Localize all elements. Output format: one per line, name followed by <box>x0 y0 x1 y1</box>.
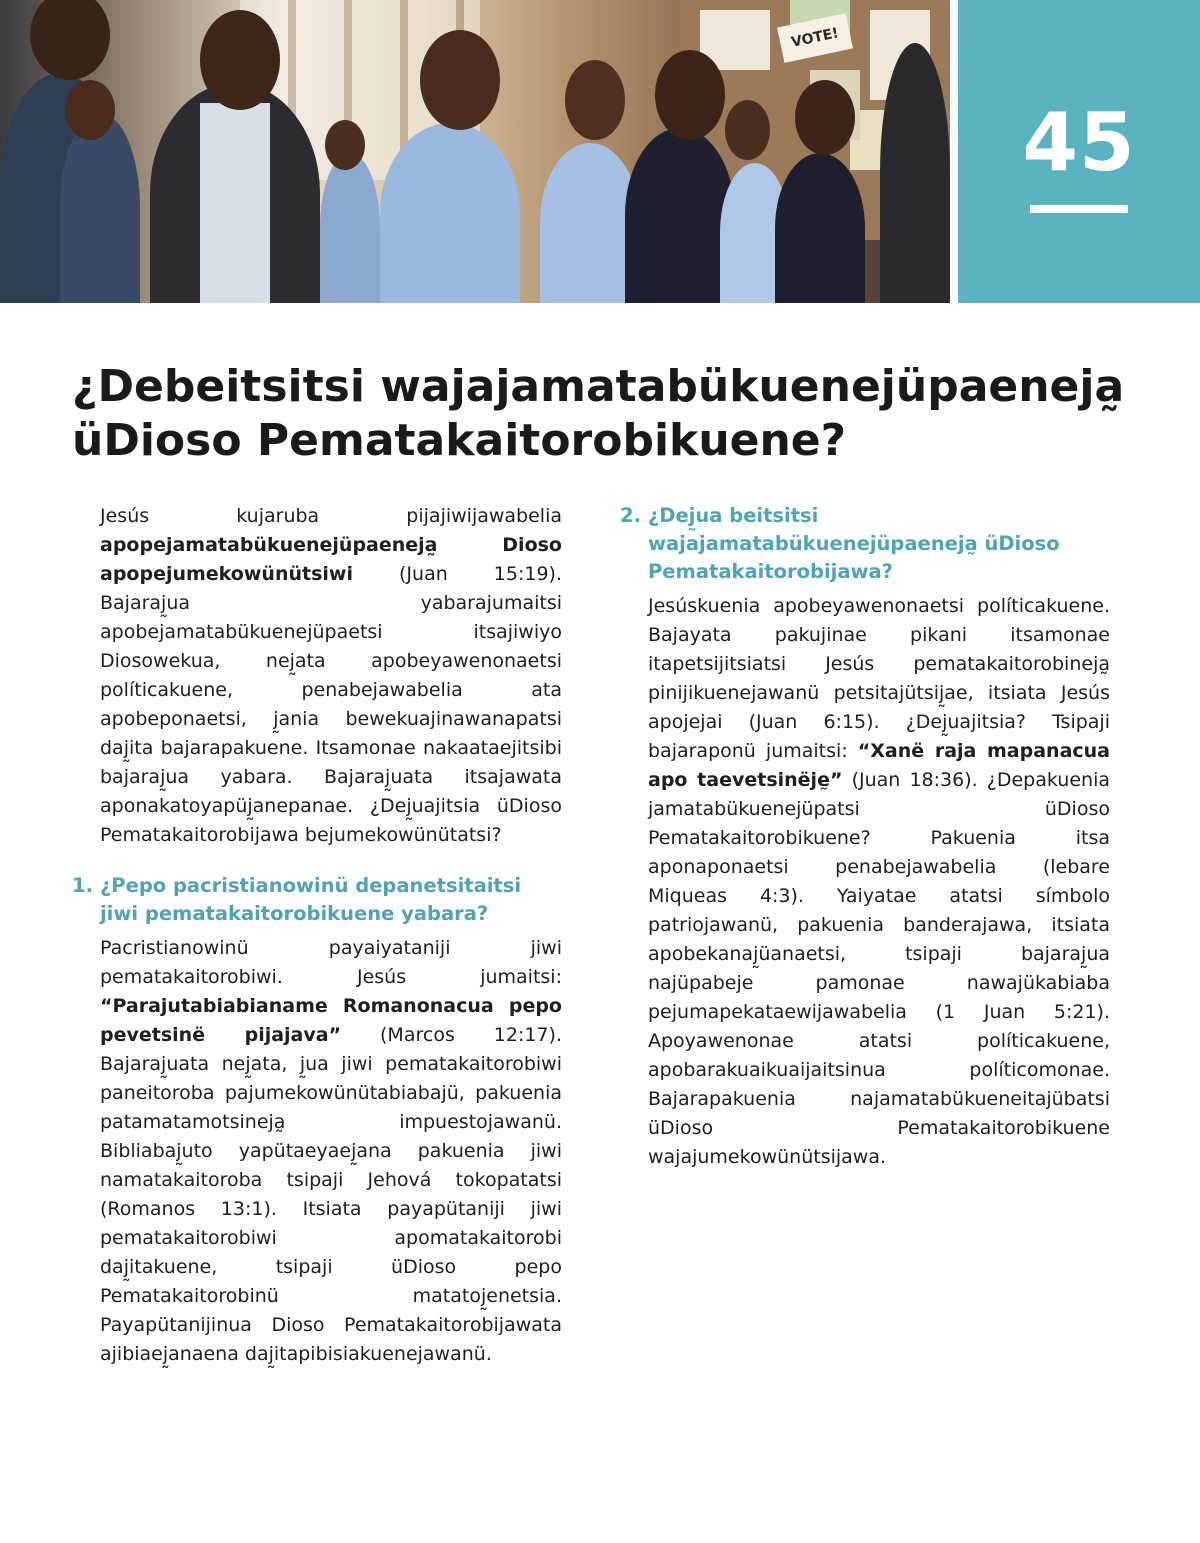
question-1-text: ¿Pepo pacristianowinü depanetsitaitsi jiwi pematakaitorobikuene yabara? <box>100 874 522 925</box>
question-2-number: 2. <box>620 504 641 527</box>
question-2-paragraph: Jesúskuenia apobeyawenonaetsi políticakuene. Bajayata pakujinae pikani itsamonae itapetsijitsiatsi Jesús pematakaitorobineja̰ pinijikuenejawanü petsitajütsij̰ae, itsiata Jesús apojejai (Juan 6:15). ¿Dej̰uajitsia? Tsipaji bajaraponü jumaitsi: “Xanë raja mapanacua apo taevetsinëjḛ” (Juan 18:36). ¿Depakuenia jamatabükuenejüpatsi üDioso Pematakaitorobikuene? Pakuenia itsa aponaponaetsi penabejawabelia (lebare Miqueas 4:3). Yaiyatae atatsi símbolo patriojawanü, pakuenia banderajawa, itsiata apobekanaj̰üanaetsi, tsipaji bajaraj̰ua najüpabeje pamonae nawajükabiaba pejumapekataewijawabelia (1 Juan 5:21). Apoyawenonae atatsi políticakuene, apobarakuaikuaijaitsinua políticomonae. Bajarapakuenia najamatabükueneitajübatsi üDioso Pematakaitorobikuene wajajumekowünütsijawa. <box>648 595 1111 1168</box>
lesson-underline <box>1030 205 1128 213</box>
question-1-number: 1. <box>72 874 93 897</box>
question-1-heading <box>72 872 562 928</box>
hero-photo <box>0 0 950 303</box>
right-column <box>620 502 1110 1194</box>
intro-paragraph: Jesús kujaruba pijajiwijawabelia apopejamatabükuenejüpaeneja̰ Dioso apopejumekowünütsiwi (Juan 15:19). Bajaraj̰ua yabarajumaitsi apobejamatabükuenejüpaetsi itsajiwiyo Diosowekua, nej̰ata apobeyawenonaetsi políticakuene, penabejawabelia ata apobeponaetsi, j̰ania bewekuajinawanapatsi daj̰ita bajarapakuene. Itsamonae nakaataejitsibi bajaraj̰ua yabara. Bajaraj̰uata itsajawata aponakatoyapüj̰anepanae. ¿Dej̰uajitsia üDioso Pematakaitorobijawa bejumekowünütatsi? <box>100 505 562 846</box>
lesson-number: 45 <box>1022 96 1136 189</box>
question-1-paragraph: Pacristianowinü payaiyataniji jiwi pematakaitorobiwi. Jesús jumaitsi: “Parajutabiabianame Romanonacua pepo pevetsinë pijajava” (Marcos 12:17). Bajaraj̰uata nej̰ata, j̰ua jiwi pematakaitorobiwi paneitoroba pajumekowünütabiabajü, pakuenia patamatamotsineja̰ impuestojawanü. Bibliabaj̰uto yapütaeyaej̰ana pakuenia jiwi namatakaitoroba tsipaji Jehová tokopatatsi (Romanos 13:1). Itsiata payapütaniji jiwi pematakaitorobiwi apomatakaitorobi daj̰itakuene, tsipaji üDioso pepo Pematakaitorobinü matatoj̰enetsia. Payapütanijinua Dioso Pematakaitorobijawata ajibiaej̰anaena daj̰itapibisiakuenejawanü. <box>100 937 562 1365</box>
question-2-text: ¿Dej̰ua beitsitsi wajajamatabükuenejüpaeneja̰ üDioso Pematakaitorobijawa? <box>648 504 1060 583</box>
page-title: ¿Debeitsitsi wajajamatabükuenejüpaeneja̰ üDioso Pematakaitorobikuene? <box>72 361 1125 466</box>
vote-poster: VOTE! <box>777 13 853 63</box>
question-2-heading <box>620 502 1110 586</box>
lesson-number-box <box>958 0 1200 303</box>
left-column <box>72 502 562 1391</box>
